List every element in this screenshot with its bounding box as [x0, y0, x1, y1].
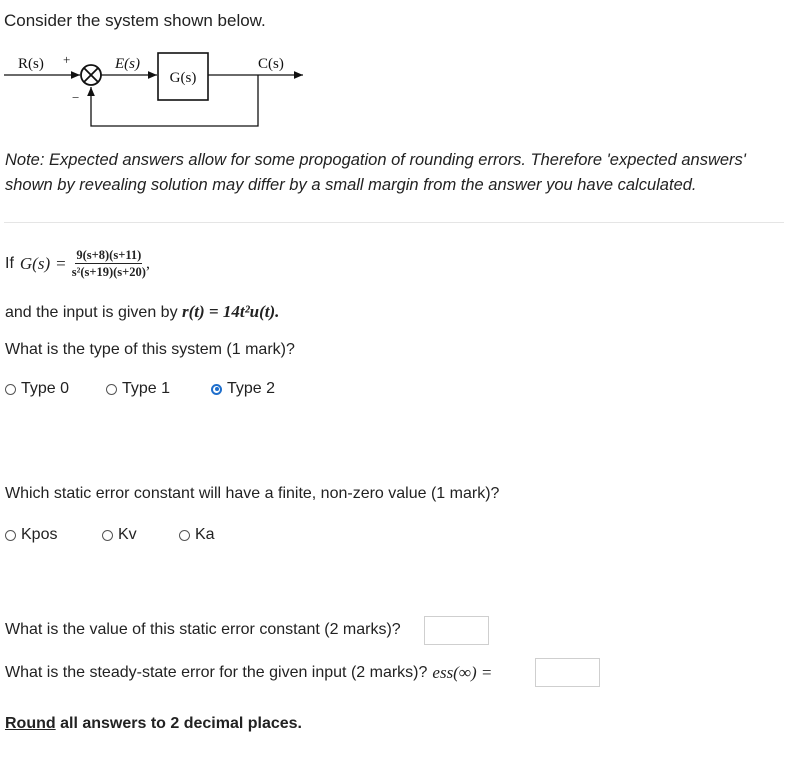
q4-text: What is the steady-state error for the given input (2 marks)? — [5, 664, 428, 681]
q2-option-kpos[interactable] — [5, 526, 102, 544]
q1-option-type1[interactable] — [106, 380, 211, 398]
option-label: Type 0 — [21, 380, 70, 397]
round-rest: all answers to 2 decimal places. — [55, 715, 302, 732]
output-label: C(s) — [258, 56, 284, 72]
radio-button[interactable] — [179, 530, 190, 541]
input-label: R(s) — [18, 56, 44, 72]
q2-options — [5, 526, 215, 544]
round-instruction — [5, 715, 302, 733]
option-label: Type 2 — [227, 380, 276, 397]
comma: , — [145, 254, 150, 272]
transfer-fraction — [72, 248, 146, 279]
given-transfer-function — [5, 248, 150, 279]
equals-sign: = — [56, 253, 66, 273]
error-label: E(s) — [115, 56, 140, 72]
q3-text: What is the value of this static error constant (2 marks)? — [5, 621, 401, 638]
q4-answer-input[interactable] — [535, 658, 600, 687]
note-text: Note: Expected answers allow for some propogation of rounding errors. Therefore 'expected answers' shown by revealing solution may differ by a small margin from the answer you have calculated. — [5, 151, 746, 194]
radio-button[interactable] — [102, 530, 113, 541]
divider — [4, 222, 784, 223]
q1-text: What is the type of this system (1 mark)? — [5, 341, 295, 358]
minus-sign: − — [72, 90, 80, 105]
option-label: Kpos — [21, 526, 58, 543]
q1-options — [5, 380, 275, 398]
q3-answer-input[interactable] — [424, 616, 489, 645]
radio-button-selected[interactable] — [211, 384, 222, 395]
q4-expr: ess(∞) = — [432, 663, 493, 682]
q1-option-type2[interactable] — [211, 380, 275, 398]
input-statement — [5, 302, 279, 322]
q2-option-ka[interactable] — [179, 526, 215, 544]
q4-line — [5, 663, 492, 683]
radio-button[interactable] — [5, 530, 16, 541]
radio-button[interactable] — [5, 384, 16, 395]
input-text: and the input is given by — [5, 304, 178, 321]
q2-text: Which static error constant will have a finite, non-zero value (1 mark)? — [5, 485, 500, 502]
q2-option-kv[interactable] — [102, 526, 179, 544]
round-word: Round — [5, 715, 56, 732]
intro-text: Consider the system shown below. — [4, 11, 266, 30]
option-label: Kv — [118, 526, 137, 543]
block-diagram — [0, 44, 320, 134]
if-text: If — [5, 254, 14, 272]
numerator: 9(s+8)(s+11) — [76, 248, 142, 262]
input-expr: r(t) = 14t²u(t). — [182, 302, 280, 321]
option-label: Ka — [195, 526, 215, 543]
q1-option-type0[interactable] — [5, 380, 106, 398]
gs-lhs: G(s) — [19, 253, 51, 273]
denominator: s²(s+19)(s+20) — [71, 265, 146, 279]
summing-junction — [81, 65, 101, 85]
block-label: G(s) — [169, 70, 197, 86]
option-label: Type 1 — [122, 380, 171, 397]
radio-button[interactable] — [106, 384, 117, 395]
plus-sign: + — [63, 52, 71, 67]
